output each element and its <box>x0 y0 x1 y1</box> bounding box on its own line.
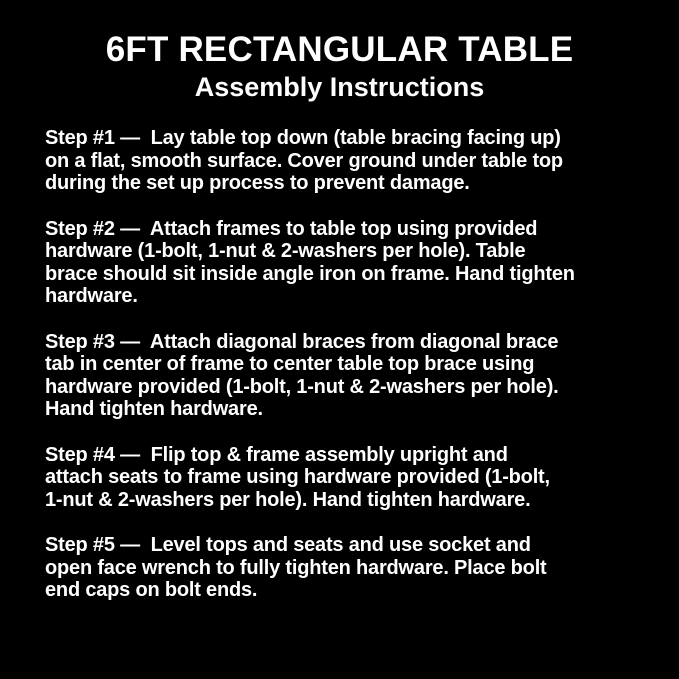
step-1-line-3: during the set up process to prevent damage. <box>45 172 470 194</box>
poster-title: 6FT RECTANGULAR TABLE <box>105 30 574 69</box>
step-2-line-2: hardware (1-bolt, 1-nut & 2-washers per hole). Table <box>45 240 526 262</box>
step-3-line-3: hardware provided (1-bolt, 1-nut & 2-washers per hole). <box>45 375 559 398</box>
step-4-line-1: Step #4 — Flip top & frame assembly upright and <box>45 443 508 466</box>
step-2-line-1: Step #2 — Attach frames to table top using provided <box>45 217 538 240</box>
step-3-line-4: Hand tighten hardware. <box>45 398 263 420</box>
step-4-line-3: 1-nut & 2-washers per hole). Hand tighten hardware. <box>45 488 531 511</box>
step-2-line-4: hardware. <box>45 285 138 307</box>
instruction-steps <box>0 103 679 602</box>
step-4-line-2: attach seats to frame using hardware provided (1-bolt, <box>45 466 550 488</box>
step-1 <box>45 127 639 195</box>
step-5 <box>45 534 639 602</box>
step-3 <box>45 331 639 421</box>
step-2 <box>45 218 639 308</box>
step-5-line-3: end caps on bolt ends. <box>45 579 258 601</box>
step-5-line-2: open face wrench to fully tighten hardware. Place bolt <box>45 556 547 579</box>
step-4 <box>45 444 639 512</box>
step-1-line-2: on a flat, smooth surface. Cover ground under table top <box>45 149 563 172</box>
step-3-line-2: tab in center of frame to center table top brace using <box>45 353 535 375</box>
step-3-line-1: Step #3 — Attach diagonal braces from diagonal brace <box>45 330 559 353</box>
poster-header <box>0 0 679 103</box>
step-1-line-1: Step #1 — Lay table top down (table bracing facing up) <box>45 127 561 149</box>
poster-subtitle: Assembly Instructions <box>194 72 485 102</box>
step-2-line-3: brace should sit inside angle iron on frame. Hand tighten <box>45 262 575 285</box>
step-5-line-1: Step #5 — Level tops and seats and use socket and <box>45 534 531 556</box>
